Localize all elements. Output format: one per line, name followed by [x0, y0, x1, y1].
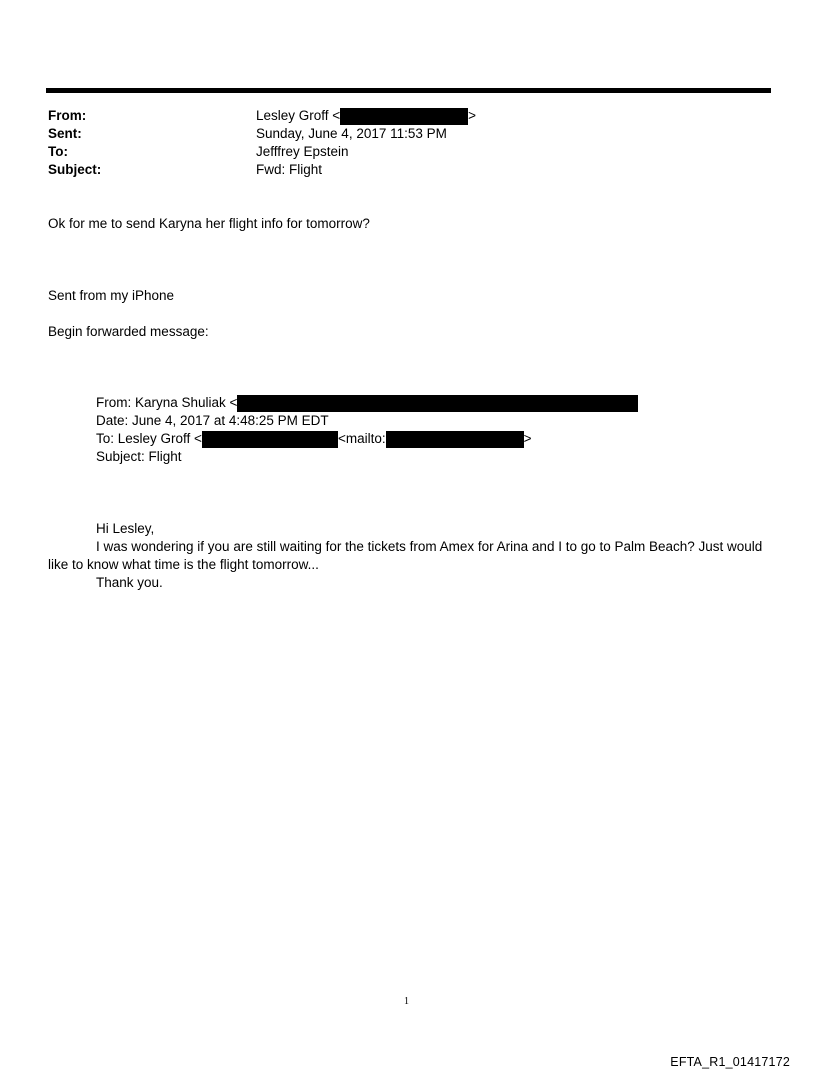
forwarded-subject: Subject: Flight: [96, 449, 182, 464]
forwarded-from-text: From: Karyna Shuliak <: [96, 395, 238, 410]
from-close: >: [468, 108, 477, 123]
forwarded-from: [96, 394, 638, 412]
forwarded-date: Date: June 4, 2017 at 4:48:25 PM EDT: [96, 413, 329, 428]
forward-intro: Begin forwarded message:: [48, 324, 209, 339]
document-id: EFTA_R1_01417172: [670, 1055, 790, 1069]
to-value: Jefffrey Epstein: [256, 144, 349, 159]
sent-value: Sunday, June 4, 2017 11:53 PM: [256, 126, 447, 141]
header-divider: [46, 88, 771, 93]
forwarded-mailto-close: >: [523, 431, 532, 446]
forwarded-to: [96, 430, 531, 448]
signature-text: Sent from my iPhone: [48, 288, 175, 303]
subject-label: Subject:: [48, 162, 102, 177]
forwarded-body-line-2: like to know what time is the flight tomorrow...: [48, 557, 319, 572]
page-number: 1: [404, 996, 409, 1007]
message-text: Ok for me to send Karyna her flight info for tomorrow?: [48, 216, 370, 231]
forwarded-body-line-1: I was wondering if you are still waiting for the tickets from Amex for Arina and I to go to Palm Beach? Just would: [96, 539, 763, 554]
forwarded-closing: Thank you.: [96, 575, 163, 590]
redaction-block: [202, 431, 338, 448]
redaction-block: [237, 395, 638, 412]
redaction-block: [386, 431, 524, 448]
forwarded-greeting: Hi Lesley,: [96, 521, 155, 536]
forwarded-to-text: To: Lesley Groff <: [96, 431, 202, 446]
to-label: To:: [48, 144, 68, 159]
from-value: [256, 107, 476, 125]
forwarded-mailto: <mailto:: [337, 431, 386, 446]
sent-label: Sent:: [48, 126, 82, 141]
redaction-block: [340, 108, 468, 125]
from-name: Lesley Groff <: [256, 108, 341, 123]
subject-value: Fwd: Flight: [256, 162, 323, 177]
from-label: From:: [48, 108, 87, 123]
